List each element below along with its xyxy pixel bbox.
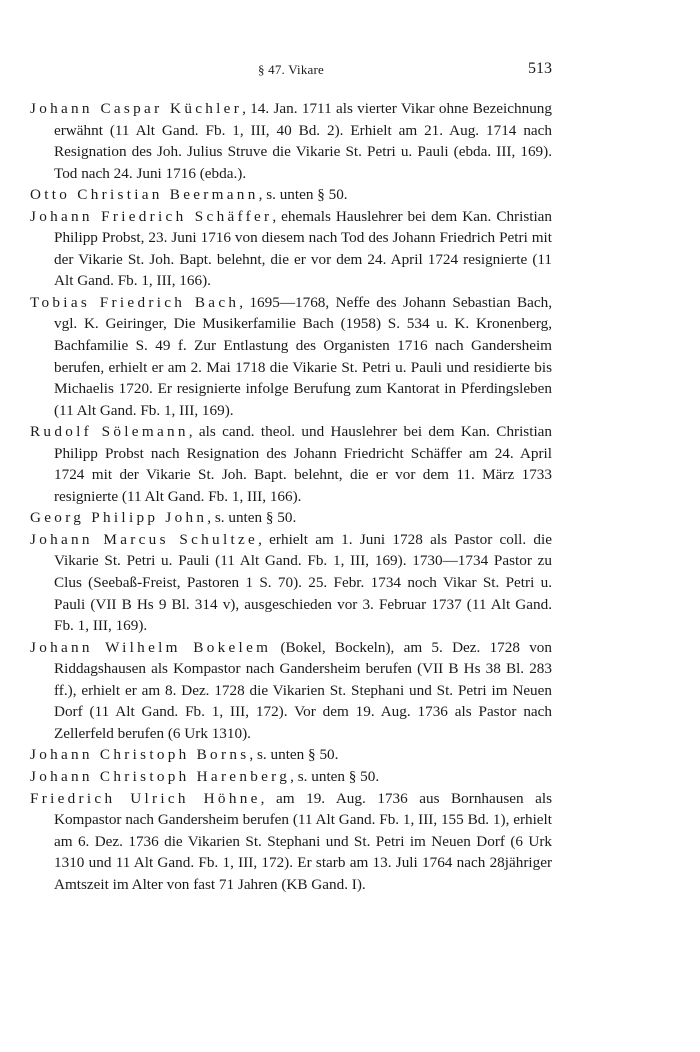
entry-bach (30, 292, 552, 421)
entry-text: , s. unten § 50. (207, 509, 297, 527)
running-header (30, 60, 552, 84)
entry-text: , erhielt am 1. Juni 1728 als Pastor coll. die Vikarie St. Petri u. Pauli (11 Alt Gand. Fb. 1, III, 169). 1730—1734 Pastor zu Clus (Seebaß-Freist, Pastoren 1 S. 70). 25. Febr. 1734 noch Vikar St. Petri u. Pauli (VII B Hs 9 Bl. 314 v), ausgeschieden vor 3. Februar 1737 (11 Alt Gand. Fb. 1, III, 169). (54, 530, 552, 635)
vicar-entry-list (30, 98, 552, 895)
entry-name: Johann Wilhelm Bokelem (30, 638, 272, 656)
entry-text: , s. unten § 50. (249, 746, 339, 764)
entry-name: Johann Christoph Borns (30, 746, 250, 764)
entry-name: Johann Friedrich Schäffer (30, 207, 273, 225)
entry-text: , als cand. theol. und Hauslehrer bei dem Kan. Christian Philipp Probst nach Resignation des Johann Friedricht Schäffer am 24. April 1724 mit der Vikarie St. Joh. Bapt. belehnt, die er vor dem 11. März 1733 resignierte (11 Alt Gand. Fb. 1, III, 166). (54, 423, 552, 505)
entry-john (30, 507, 552, 529)
entry-name: Tobias Friedrich Bach (30, 293, 240, 311)
entry-kuechler (30, 98, 552, 184)
entry-text: (Bokel, Bockeln), am 5. Dez. 1728 von Riddagshausen als Kompastor nach Gandersheim berufen (VII B Hs 38 Bl. 283 ff.), erhielt er am 8. Dez. 1728 die Vikarien St. Stephani und St. Petri im Neuen Dorf (11 Alt Gand. Fb. 1, III, 172). Vor dem 19. Aug. 1736 als Pastor nach Zellerfeld berufen (6 Urk 1310). (54, 638, 552, 742)
entry-text: , 1695—1768, Neffe des Johann Sebastian Bach, vgl. K. Geiringer, Die Musikerfamilie Bach (1958) S. 534 u. K. Kronenberg, Bachfamilie S. 49 f. Zur Entlastung des Organisten 1716 nach Gandersheim berufen, erhielt er am 2. Mai 1718 die Vikarie St. Petri u. Pauli und residierte bis Michaelis 1720. Er resignierte infolge Berufung zum Kantorat in Pferdingsleben (11 Alt Gand. Fb. 1, III, 169). (54, 293, 552, 419)
entry-text: , s. unten § 50. (290, 767, 380, 785)
entry-name: Rudolf Sölemann (30, 423, 189, 441)
entry-text: , ehemals Hauslehrer bei dem Kan. Christian Philipp Probst, 23. Juni 1716 von diesem nach Tod des Johann Friedrich Petri mit der Vikarie St. Joh. Bapt. belehnt, die er vor dem 24. April 1724 resignierte (11 Alt Gand. Fb. 1, III, 166). (54, 207, 553, 290)
entry-schultze (30, 529, 552, 637)
entry-bokelem (30, 637, 552, 745)
entry-borns (30, 744, 552, 766)
entry-hoehne (30, 788, 552, 896)
entry-name: Johann Caspar Küchler (30, 100, 243, 117)
entry-name: Johann Christoph Harenberg (30, 767, 291, 785)
entry-name: Georg Philipp John (30, 509, 208, 527)
entry-text: , 14. Jan. 1711 als vierter Vikar ohne Bezeichnung erwähnt (11 Alt Gand. Fb. 1, III, 40 Bd. 2). Erhielt am 21. Aug. 1714 nach Resignation des Joh. Julius Struve die Vikarie St. Petri u. Pauli (ebda. III, 169). Tod nach 24. Juni 1716 (ebda.). (54, 100, 552, 182)
entry-name: Johann Marcus Schultze (30, 530, 259, 548)
entry-name: Otto Christian Beermann (30, 186, 259, 204)
page-number: 513 (528, 60, 552, 77)
entry-text: , am 19. Aug. 1736 aus Bornhausen als Kompastor nach Gandersheim berufen (11 Alt Gand. Fb. 1, III, 155 Bd. 1), erhielt am 6. Dez. 1736 die Vikarien St. Stephani und St. Petri im Neuen Dorf (6 Urk 1310 und 11 Alt Gand. Fb. 1, III, 172). Er starb am 13. Juli 1764 nach 28jähriger Amtszeit im Alter von fast 71 Jahren (KB Gand. I). (54, 789, 553, 893)
section-title: § 47. Vikare (257, 62, 324, 77)
entry-soelemann (30, 421, 552, 507)
entry-beermann (30, 184, 552, 206)
entry-harenberg (30, 766, 552, 788)
entry-schaeffer (30, 206, 552, 292)
entry-text: , s. unten § 50. (258, 186, 348, 204)
entry-name: Friedrich Ulrich Höhne (30, 789, 261, 807)
